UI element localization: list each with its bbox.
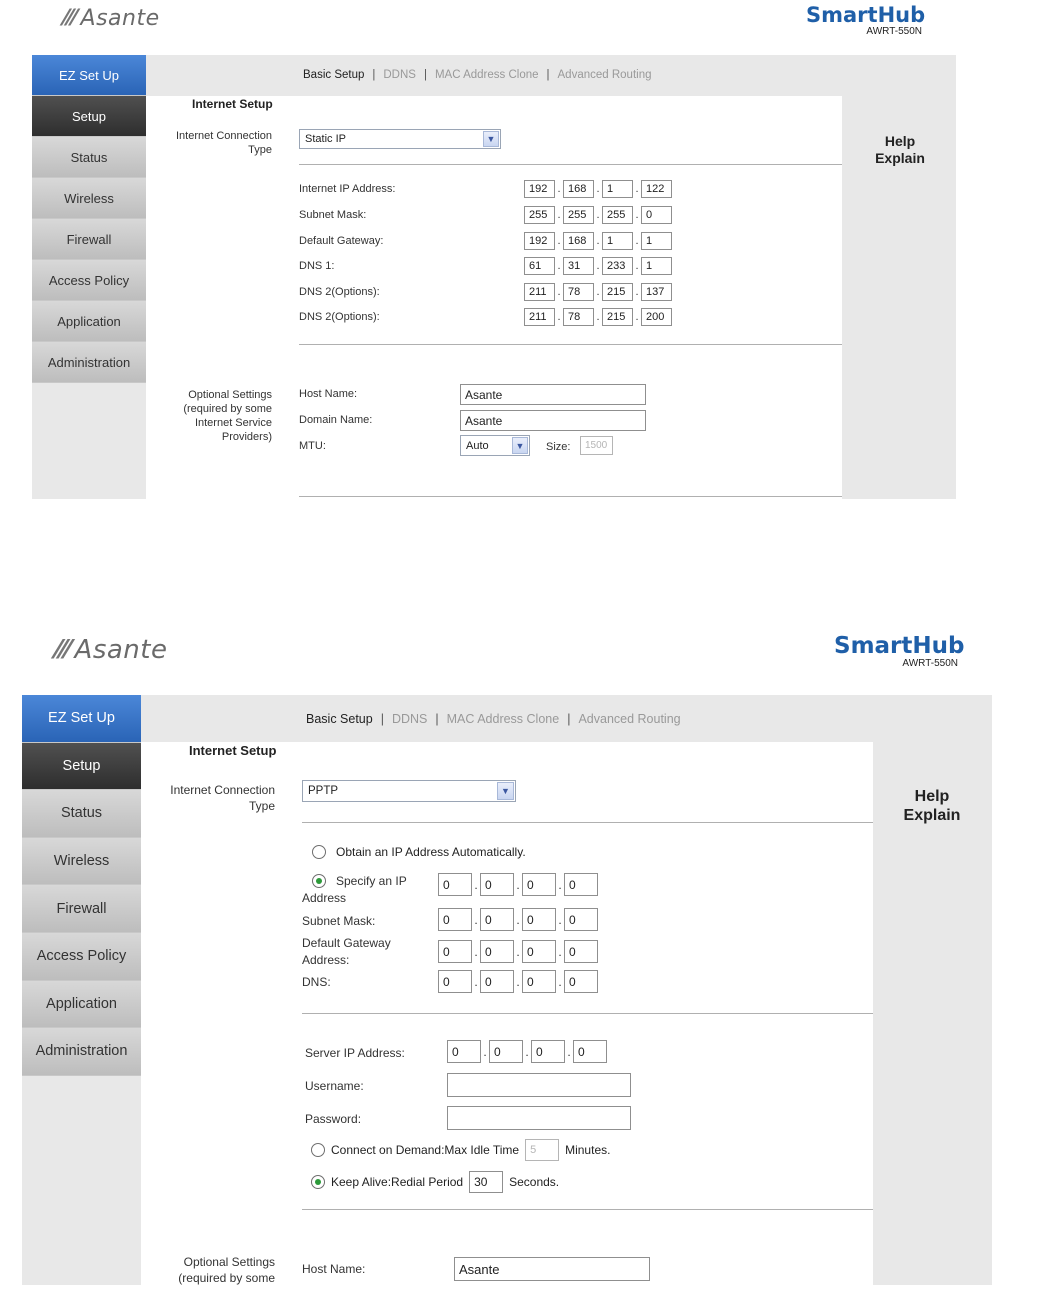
octet-input[interactable]: 233 — [602, 257, 633, 275]
section-title: Internet Setup — [189, 743, 277, 758]
octet-input[interactable]: 61 — [524, 257, 555, 275]
help-explain: Help Explain — [903, 788, 961, 825]
nav-wireless[interactable]: Wireless — [32, 178, 146, 219]
octet-input[interactable]: 1 — [641, 257, 672, 275]
sub-tabs: Basic Setup | DDNS | MAC Address Clone | Advanced Routing — [306, 712, 681, 726]
section-title: Internet Setup — [192, 97, 273, 111]
chevron-down-icon[interactable]: ▼ — [497, 782, 514, 800]
dns-label: DNS: — [302, 975, 331, 989]
nav-ez-setup[interactable]: EZ Set Up — [22, 695, 141, 743]
host-name-input[interactable]: Asante — [454, 1257, 650, 1281]
dns2-field: 211 . 78 . 215 . 137 — [524, 283, 672, 301]
server-ip-field: 0 . 0 . 0 . 0 — [447, 1040, 607, 1063]
octet-input[interactable]: 168 — [563, 180, 594, 198]
sidebar — [32, 55, 146, 383]
octet-input[interactable]: 0 — [641, 206, 672, 224]
octet-input[interactable]: 0 — [438, 908, 472, 931]
octet-input[interactable]: 0 — [480, 873, 514, 896]
screenshot-static-ip — [0, 0, 1057, 500]
divider — [299, 344, 842, 345]
radio-button[interactable] — [311, 1143, 325, 1157]
model-name: AWRT-550N — [866, 26, 922, 37]
optional-settings-label: Optional Settings (required by some Internet Service Providers) — [183, 389, 272, 443]
obtain-ip-option[interactable]: Obtain an IP Address Automatically. — [312, 845, 526, 859]
nav-wireless[interactable]: Wireless — [22, 838, 141, 886]
octet-input[interactable]: 0 — [480, 970, 514, 993]
dns-field: 0 . 0 . 0 . 0 — [438, 970, 598, 993]
ip-address-label: Internet IP Address: — [299, 183, 396, 195]
product-name: SmartHub — [834, 633, 965, 659]
asante-logo-icon: ⁄⁄⁄ — [56, 635, 71, 665]
tab-mac-address-clone[interactable]: MAC Address Clone — [446, 712, 560, 726]
divider — [299, 496, 842, 497]
chevron-down-icon[interactable]: ▼ — [512, 437, 528, 454]
sidebar — [22, 695, 141, 1076]
octet-input[interactable]: 122 — [641, 180, 672, 198]
keep-alive-option[interactable]: Keep Alive:Redial Period 30 Seconds. — [311, 1171, 559, 1193]
octet-input[interactable]: 215 — [602, 283, 633, 301]
default-gateway-field: 192 . 168 . 1 . 1 — [524, 232, 672, 250]
content-area — [146, 96, 842, 499]
nav-status[interactable]: Status — [32, 137, 146, 178]
domain-name-input[interactable]: Asante — [460, 410, 646, 431]
ip-address-field: 192 . 168 . 1 . 122 — [524, 180, 672, 198]
octet-input[interactable]: 0 — [522, 908, 556, 931]
specify-ip-field: 0 . 0 . 0 . 0 — [438, 873, 598, 896]
dns2-field: 211 . 78 . 215 . 200 — [524, 308, 672, 326]
nav-application[interactable]: Application — [32, 301, 146, 342]
octet-input[interactable]: 0 — [522, 970, 556, 993]
octet-input[interactable]: 1 — [641, 232, 672, 250]
octet-input[interactable]: 0 — [489, 1040, 523, 1063]
octet-input[interactable]: 255 — [602, 206, 633, 224]
nav-status[interactable]: Status — [22, 790, 141, 838]
host-name-label: Host Name: — [302, 1262, 366, 1276]
octet-input[interactable]: 0 — [531, 1040, 565, 1063]
octet-input[interactable]: 0 — [480, 940, 514, 963]
chevron-down-icon[interactable]: ▼ — [483, 131, 499, 147]
model-name: AWRT-550N — [902, 658, 958, 669]
asante-logo: ⁄⁄⁄ Asante — [56, 635, 168, 665]
nav-access-policy[interactable]: Access Policy — [32, 260, 146, 301]
server-ip-label: Server IP Address: — [305, 1046, 405, 1060]
octet-input[interactable]: 0 — [447, 1040, 481, 1063]
content-area — [141, 742, 873, 1285]
asante-logo-icon: ⁄⁄⁄ — [64, 6, 77, 31]
nav-administration[interactable]: Administration — [32, 342, 146, 383]
specify-ip-label: Specify an IP Address — [302, 874, 407, 905]
octet-input[interactable]: 192 — [524, 180, 555, 198]
octet-input[interactable]: 168 — [563, 232, 594, 250]
size-input[interactable]: 1500 — [580, 436, 613, 455]
product-name: SmartHub — [806, 3, 926, 27]
octet-input[interactable]: 1 — [602, 180, 633, 198]
octet-input[interactable]: 78 — [563, 308, 594, 326]
octet-input[interactable]: 0 — [438, 970, 472, 993]
username-input[interactable] — [447, 1073, 631, 1097]
octet-input[interactable]: 211 — [524, 283, 555, 301]
main-panel — [32, 55, 956, 499]
max-idle-time-input[interactable]: 5 — [525, 1139, 559, 1161]
octet-input[interactable]: 211 — [524, 308, 555, 326]
tab-basic-setup[interactable]: Basic Setup — [303, 69, 365, 81]
octet-input[interactable]: 215 — [602, 308, 633, 326]
subnet-mask-label: Subnet Mask: — [302, 914, 376, 928]
radio-button[interactable] — [311, 1175, 325, 1189]
octet-input[interactable]: 0 — [564, 970, 598, 993]
octet-input[interactable]: 0 — [564, 908, 598, 931]
help-explain: Help Explain — [875, 133, 925, 166]
nav-administration[interactable]: Administration — [22, 1028, 141, 1076]
host-name-input[interactable]: Asante — [460, 384, 646, 405]
size-label: Size: — [546, 441, 571, 453]
divider — [302, 822, 873, 823]
octet-input[interactable]: 255 — [563, 206, 594, 224]
octet-input[interactable]: 255 — [524, 206, 555, 224]
octet-input[interactable]: 0 — [564, 873, 598, 896]
octet-input[interactable]: 0 — [522, 873, 556, 896]
default-gateway-label: Default Gateway: — [299, 235, 384, 247]
nav-application[interactable]: Application — [22, 981, 141, 1029]
asante-logo: ⁄⁄⁄ Asante — [64, 6, 160, 31]
nav-setup[interactable]: Setup — [22, 743, 141, 791]
nav-setup[interactable]: Setup — [32, 96, 146, 137]
dns2-label: DNS 2(Options): — [299, 311, 380, 323]
connection-type-label: Internet Connection Type — [175, 130, 272, 156]
dns1-field: 61 . 31 . 233 . 1 — [524, 257, 672, 275]
tab-ddns[interactable]: DDNS — [383, 69, 416, 81]
default-gateway-field: 0 . 0 . 0 . 0 — [438, 940, 598, 963]
smarthub-brand — [806, 3, 926, 37]
domain-name-label: Domain Name: — [299, 414, 373, 426]
octet-input[interactable]: 192 — [524, 232, 555, 250]
connection-type-label: Internet Connection Type — [170, 783, 275, 813]
octet-input[interactable]: 0 — [522, 940, 556, 963]
optional-settings-label: Optional Settings (required by some — [178, 1255, 275, 1285]
octet-input[interactable]: 0 — [480, 908, 514, 931]
screenshot-pptp — [0, 630, 1057, 1290]
dns1-label: DNS 1: — [299, 260, 335, 272]
tab-advanced-routing[interactable]: Advanced Routing — [557, 69, 652, 81]
subnet-mask-field: 255 . 255 . 255 . 0 — [524, 206, 672, 224]
mtu-select[interactable]: Auto ▼ — [460, 435, 530, 456]
main-panel — [22, 695, 992, 1285]
tab-ddns[interactable]: DDNS — [391, 712, 428, 726]
divider — [299, 164, 842, 165]
octet-input[interactable]: 200 — [641, 308, 672, 326]
nav-firewall[interactable]: Firewall — [22, 885, 141, 933]
dns2-label: DNS 2(Options): — [299, 286, 380, 298]
host-name-label: Host Name: — [299, 388, 358, 400]
username-label: Username: — [305, 1079, 364, 1093]
octet-input[interactable]: 0 — [573, 1040, 607, 1063]
nav-access-policy[interactable]: Access Policy — [22, 933, 141, 981]
connection-type-select[interactable]: Static IP ▼ — [299, 129, 501, 149]
nav-firewall[interactable]: Firewall — [32, 219, 146, 260]
redial-period-input[interactable]: 30 — [469, 1171, 503, 1193]
subnet-mask-field: 0 . 0 . 0 . 0 — [438, 908, 598, 931]
connect-on-demand-option[interactable]: Connect on Demand:Max Idle Time 5 Minutes. — [311, 1139, 610, 1161]
subnet-mask-label: Subnet Mask: — [299, 209, 367, 221]
octet-input[interactable]: 31 — [563, 257, 594, 275]
octet-input[interactable]: 0 — [564, 940, 598, 963]
octet-input[interactable]: 0 — [438, 940, 472, 963]
octet-input[interactable]: 137 — [641, 283, 672, 301]
mtu-label: MTU: — [299, 440, 326, 452]
default-gateway-label: Default Gateway Address: — [302, 936, 391, 967]
radio-button[interactable] — [312, 845, 326, 859]
octet-input[interactable]: 1 — [602, 232, 633, 250]
password-label: Password: — [305, 1112, 362, 1126]
password-input[interactable] — [447, 1106, 631, 1130]
smarthub-brand — [834, 633, 965, 669]
sub-tabs: Basic Setup | DDNS | MAC Address Clone | Advanced Routing — [303, 69, 652, 81]
tab-basic-setup[interactable]: Basic Setup — [306, 712, 373, 726]
nav-ez-setup[interactable]: EZ Set Up — [32, 55, 146, 96]
divider — [302, 1209, 873, 1210]
octet-input[interactable]: 0 — [438, 873, 472, 896]
divider — [302, 1013, 873, 1014]
connection-type-select[interactable]: PPTP ▼ — [302, 780, 516, 802]
octet-input[interactable]: 78 — [563, 283, 594, 301]
tab-advanced-routing[interactable]: Advanced Routing — [578, 712, 681, 726]
tab-mac-address-clone[interactable]: MAC Address Clone — [434, 69, 539, 81]
